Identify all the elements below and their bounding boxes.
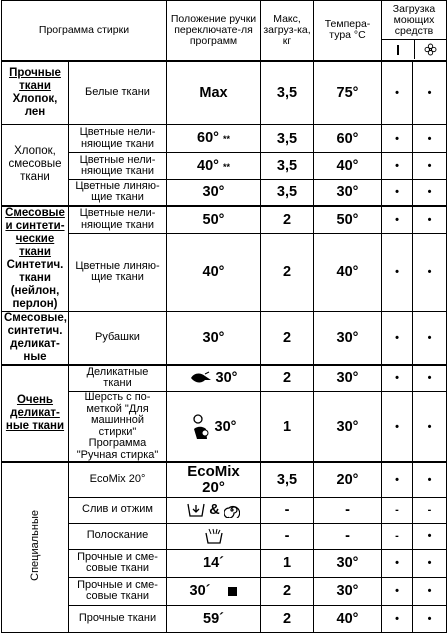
load-value: 1 bbox=[261, 549, 314, 577]
program-name: Рубашки bbox=[69, 311, 167, 365]
knob-position: EcoMix 20° bbox=[167, 462, 261, 497]
header-detergent bbox=[382, 1, 447, 61]
load-value: - bbox=[261, 497, 314, 523]
load-value: 3,5 bbox=[261, 61, 314, 125]
detergent-softener: • bbox=[413, 462, 447, 497]
load-value: 2 bbox=[261, 206, 314, 234]
program-name: Цветные нели-няющие ткани bbox=[69, 153, 167, 180]
temp-value: 30° bbox=[314, 549, 382, 577]
knob-position: 40° bbox=[167, 234, 261, 311]
temp-value: 60° bbox=[314, 125, 382, 153]
detergent-softener: - bbox=[413, 497, 447, 523]
table-row bbox=[2, 311, 447, 365]
detergent-main: • bbox=[382, 365, 413, 392]
program-name: Полоскание bbox=[69, 523, 167, 549]
table-row bbox=[2, 180, 447, 206]
category-cotton-mixed: Хлопок, смесовые ткани bbox=[2, 125, 69, 206]
detergent-softener: • bbox=[413, 523, 447, 549]
detergent-softener: • bbox=[413, 365, 447, 392]
category-synthetic: Смесовые и синтети-ческие ткани Синтетич. ткани (нейлон, перлон) bbox=[2, 206, 69, 312]
detergent-main: • bbox=[382, 549, 413, 577]
load-value: - bbox=[261, 523, 314, 549]
table-row bbox=[2, 234, 447, 311]
program-name: Прочные и сме-совые ткани bbox=[69, 577, 167, 605]
program-name: Прочные ткани bbox=[69, 605, 167, 632]
detergent-main: • bbox=[382, 180, 413, 206]
detergent-main: - bbox=[382, 523, 413, 549]
detergent-main: - bbox=[382, 497, 413, 523]
header-load: Макс, загруз-ка, кг bbox=[261, 1, 314, 61]
detergent-softener: • bbox=[413, 234, 447, 311]
table-row bbox=[2, 462, 447, 497]
knob-position: 30° bbox=[167, 311, 261, 365]
detergent-main: • bbox=[382, 153, 413, 180]
knob-position: 30° bbox=[167, 392, 261, 463]
program-name: Белые ткани bbox=[69, 61, 167, 125]
program-name: Цветные нели-няющие ткани bbox=[69, 206, 167, 234]
program-name: EcoMix 20° bbox=[69, 462, 167, 497]
program-name: Слив и отжим bbox=[69, 497, 167, 523]
softener-flower-icon bbox=[415, 40, 447, 59]
knob-position: 59´ bbox=[167, 605, 261, 632]
table-row bbox=[2, 497, 447, 523]
detergent-main: • bbox=[382, 577, 413, 605]
temp-value: 40° bbox=[314, 234, 382, 311]
delicate-hand-icon bbox=[190, 371, 212, 385]
table-row bbox=[2, 523, 447, 549]
rinse-icon bbox=[204, 528, 224, 544]
load-value: 2 bbox=[261, 311, 314, 365]
knob-position: Max bbox=[167, 61, 261, 125]
program-name: Цветные линяю-щие ткани bbox=[69, 234, 167, 311]
header-knob: Положение ручки переключате-ля программ bbox=[167, 1, 261, 61]
table-row bbox=[2, 392, 447, 463]
header-program: Программа стирки bbox=[2, 1, 167, 61]
knob-position: & bbox=[167, 497, 261, 523]
detergent-softener: • bbox=[413, 125, 447, 153]
spin-icon bbox=[224, 502, 240, 518]
table-row bbox=[2, 365, 447, 392]
temp-value: 30° bbox=[314, 392, 382, 463]
detergent-softener: • bbox=[413, 180, 447, 206]
temp-value: 20° bbox=[314, 462, 382, 497]
knob-position: 40° ** bbox=[167, 153, 261, 180]
category-very-delicate: Очень деликат-ные ткани bbox=[2, 365, 69, 463]
header-detergent-label: Загрузка моющих средств bbox=[382, 1, 446, 40]
detergent-main: • bbox=[382, 605, 413, 632]
temp-value: 30° bbox=[314, 180, 382, 206]
washing-programs-table bbox=[1, 0, 447, 633]
quick-square-icon bbox=[228, 587, 237, 596]
temp-value: 30° bbox=[314, 365, 382, 392]
detergent-main: • bbox=[382, 125, 413, 153]
temp-value: - bbox=[314, 523, 382, 549]
table-row bbox=[2, 206, 447, 234]
temp-value: 30° bbox=[314, 311, 382, 365]
knob-position: 30° bbox=[167, 365, 261, 392]
detergent-main: • bbox=[382, 234, 413, 311]
main-wash-icon bbox=[382, 40, 415, 59]
header-row bbox=[2, 1, 447, 61]
temp-value: 50° bbox=[314, 206, 382, 234]
temp-value: 30° bbox=[314, 577, 382, 605]
temp-value: - bbox=[314, 497, 382, 523]
load-value: 3,5 bbox=[261, 153, 314, 180]
program-name: Деликатные ткани bbox=[69, 365, 167, 392]
knob-position: 14´ bbox=[167, 549, 261, 577]
load-value: 3,5 bbox=[261, 462, 314, 497]
load-value: 3,5 bbox=[261, 180, 314, 206]
load-value: 1 bbox=[261, 392, 314, 463]
detergent-main: • bbox=[382, 392, 413, 463]
table-row bbox=[2, 61, 447, 125]
program-name: Цветные нели-няющие ткани bbox=[69, 125, 167, 153]
table-row bbox=[2, 577, 447, 605]
category-strong: Прочные ткани Хлопок, лен bbox=[2, 61, 69, 125]
drain-icon bbox=[187, 502, 205, 518]
knob-position: 50° bbox=[167, 206, 261, 234]
table-row bbox=[2, 605, 447, 632]
detergent-softener: • bbox=[413, 311, 447, 365]
table-row bbox=[2, 153, 447, 180]
header-temp: Темпера-тура °C bbox=[314, 1, 382, 61]
knob-position: 30° bbox=[167, 180, 261, 206]
program-name: Прочные и сме-совые ткани bbox=[69, 549, 167, 577]
load-value: 2 bbox=[261, 605, 314, 632]
detergent-softener: • bbox=[413, 549, 447, 577]
detergent-softener: • bbox=[413, 61, 447, 125]
load-value: 3,5 bbox=[261, 125, 314, 153]
category-delicate-synthetic: Смесовые, синтетич. деликат-ные bbox=[2, 311, 69, 365]
detergent-main: • bbox=[382, 61, 413, 125]
detergent-main: • bbox=[382, 462, 413, 497]
temp-value: 40° bbox=[314, 605, 382, 632]
detergent-softener: • bbox=[413, 153, 447, 180]
detergent-main: • bbox=[382, 206, 413, 234]
detergent-softener: • bbox=[413, 577, 447, 605]
detergent-softener: • bbox=[413, 605, 447, 632]
category-special: Специальные bbox=[2, 462, 69, 632]
temp-value: 75° bbox=[314, 61, 382, 125]
temp-value: 40° bbox=[314, 153, 382, 180]
program-name: Цветные линяю-щие ткани bbox=[69, 180, 167, 206]
knob-position: 30´ bbox=[167, 577, 261, 605]
table-row bbox=[2, 125, 447, 153]
load-value: 2 bbox=[261, 365, 314, 392]
load-value: 2 bbox=[261, 577, 314, 605]
detergent-softener: • bbox=[413, 392, 447, 463]
load-value: 2 bbox=[261, 234, 314, 311]
detergent-main: • bbox=[382, 311, 413, 365]
knob-position bbox=[167, 523, 261, 549]
table-row bbox=[2, 549, 447, 577]
detergent-softener: • bbox=[413, 206, 447, 234]
wool-handwash-icon bbox=[191, 413, 211, 441]
knob-position: 60° ** bbox=[167, 125, 261, 153]
program-name: Шерсть с по-меткой "Для машинной стирки" Программа "Ручная стирка" bbox=[69, 392, 167, 463]
